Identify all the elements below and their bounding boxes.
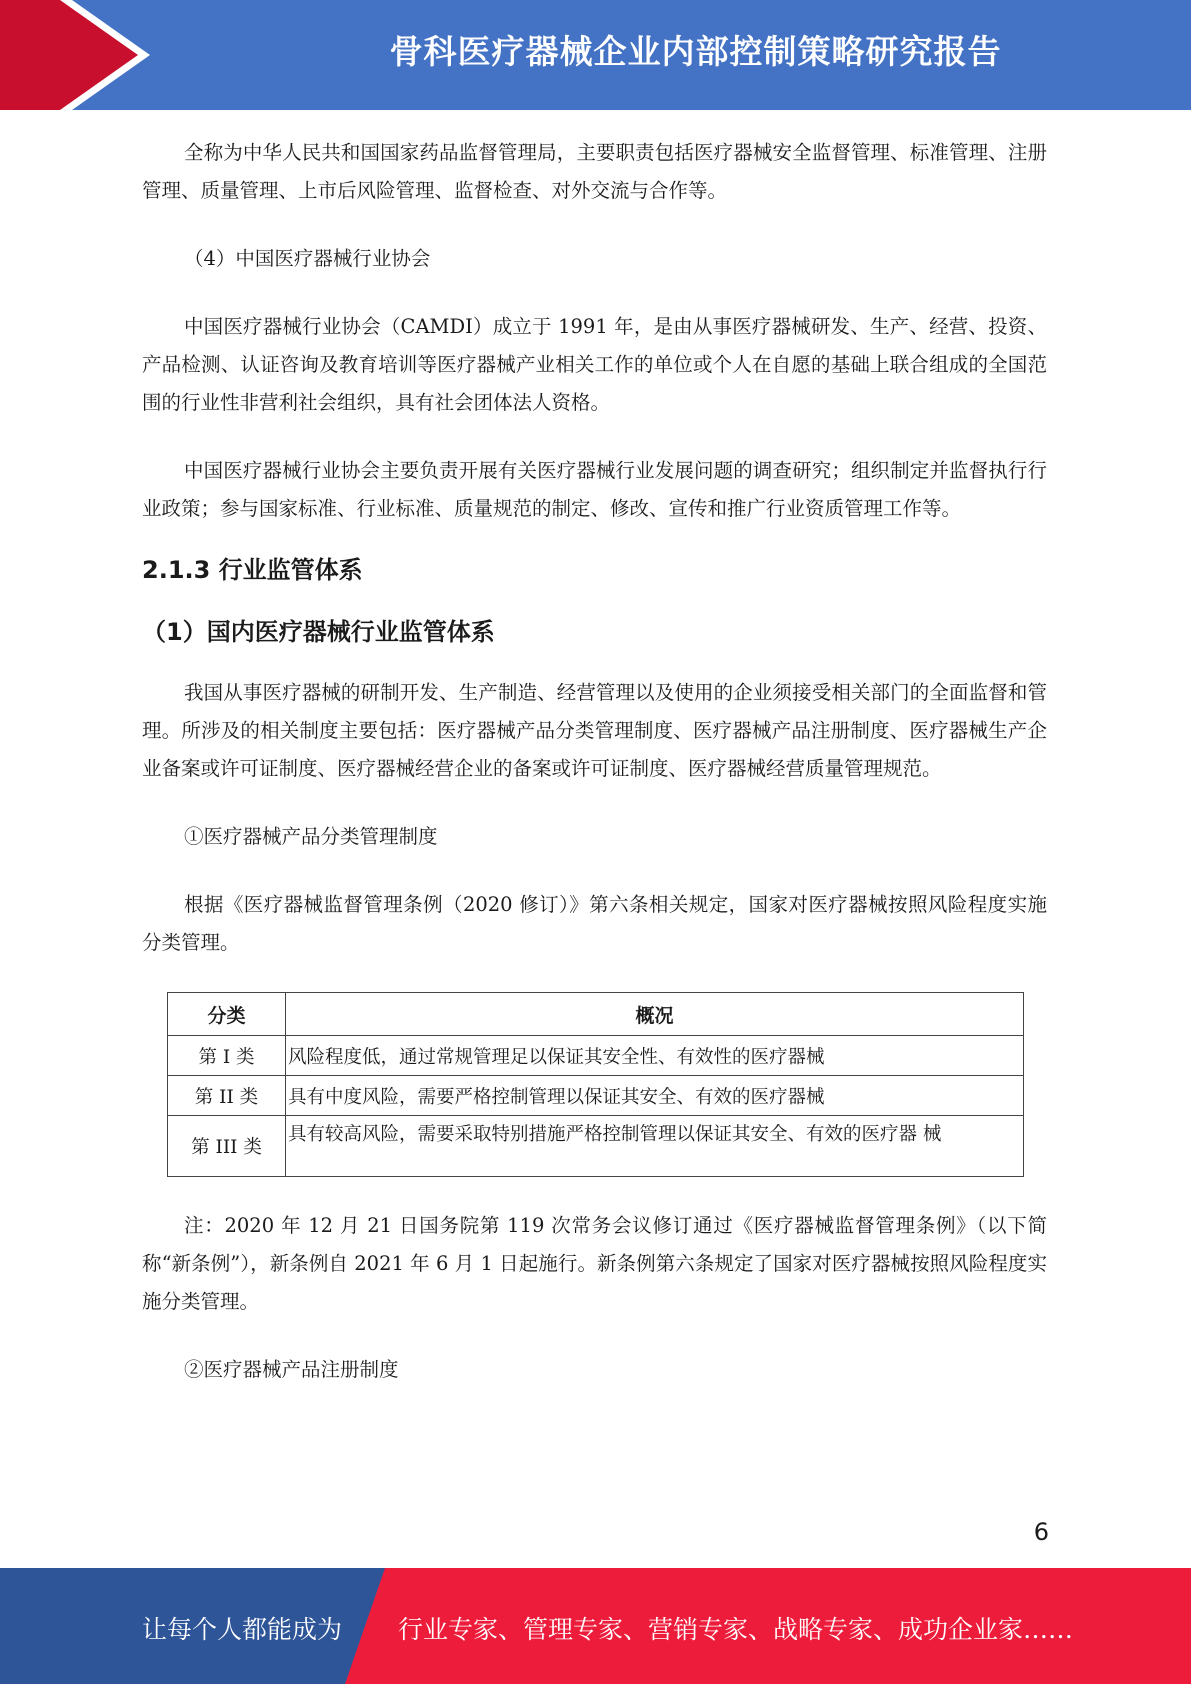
paragraph-camdi-intro: 中国医疗器械行业协会（CAMDI）成立于 1991 年，是由从事医疗器械研发、生产、经营、投资、产品检测、认证咨询及教育培训等医疗器械产业相关工作的单位或个人在自愿的基础上联合组成的全国范围的行业性非营利社会组织，具有社会团体法人资格。 [142, 315, 1047, 414]
item-registration-system: ②医疗器械产品注册制度 [184, 1358, 399, 1381]
classification-table [167, 992, 1024, 1177]
table-header-category: 分类 [168, 993, 286, 1036]
page-content [142, 134, 1047, 1389]
table-header-overview: 概况 [286, 993, 1024, 1036]
footer-slogan-right: 行业专家、管理专家、营销专家、战略专家、成功企业家…… [398, 1615, 1074, 1644]
table-row [168, 1036, 1024, 1076]
section-heading: 2.1.3 行业监管体系 [142, 556, 363, 584]
item-classification-system: ①医疗器械产品分类管理制度 [184, 825, 438, 848]
table-cell-category: 第 II 类 [168, 1076, 286, 1116]
footer-slogan-left: 让每个人都能成为 [142, 1615, 343, 1644]
subsection-heading: （1）国内医疗器械行业监管体系 [142, 618, 495, 646]
paragraph-nmpa: 全称为中华人民共和国国家药品监督管理局，主要职责包括医疗器械安全监督管理、标准管理、注册管理、质量管理、上市后风险管理、监督检查、对外交流与合作等。 [142, 141, 1047, 202]
paragraph-regulation-overview: 我国从事医疗器械的研制开发、生产制造、经营管理以及使用的企业须接受相关部门的全面监督和管理。所涉及的相关制度主要包括：医疗器械产品分类管理制度、医疗器械产品注册制度、医疗器械生产企业备案或许可证制度、医疗器械经营企业的备案或许可证制度、医疗器械经营质量管理规范。 [142, 681, 1047, 780]
table-cell-overview: 具有较高风险，需要采取特别措施严格控制管理以保证其安全、有效的医疗器 械 [286, 1116, 1024, 1177]
table-cell-category: 第 III 类 [168, 1116, 286, 1177]
paragraph-camdi-duties: 中国医疗器械行业协会主要负责开展有关医疗器械行业发展问题的调查研究；组织制定并监督执行行业政策；参与国家标准、行业标准、质量规范的制定、修改、宣传和推广行业资质管理工作等。 [142, 459, 1047, 520]
page-number: 6 [1033, 1518, 1049, 1546]
table-cell-overview: 风险程度低，通过常规管理足以保证其安全性、有效性的医疗器械 [286, 1036, 1024, 1076]
paragraph-classification-basis: 根据《医疗器械监督管理条例（2020 修订）》第六条相关规定，国家对医疗器械按照风险程度实施分类管理。 [142, 893, 1047, 954]
table-row [168, 1116, 1024, 1177]
table-row [168, 1076, 1024, 1116]
table-cell-category: 第 I 类 [168, 1036, 286, 1076]
page-header [0, 0, 1191, 110]
page-footer [0, 1568, 1191, 1684]
table-cell-overview: 具有中度风险，需要严格控制管理以保证其安全、有效的医疗器械 [286, 1076, 1024, 1116]
table-header-row [168, 993, 1024, 1036]
paragraph-note: 注：2020 年 12 月 21 日国务院第 119 次常务会议修订通过《医疗器械监督管理条例》（以下简称“新条例”），新条例自 2021 年 6 月 1 日起施行。新条例第六条规定了国家对医疗器械按照风险程度实施分类管理。 [142, 1214, 1047, 1313]
item-camdi-heading: （4）中国医疗器械行业协会 [184, 247, 431, 270]
report-title: 骨科医疗器械企业内部控制策略研究报告 [389, 32, 1002, 71]
